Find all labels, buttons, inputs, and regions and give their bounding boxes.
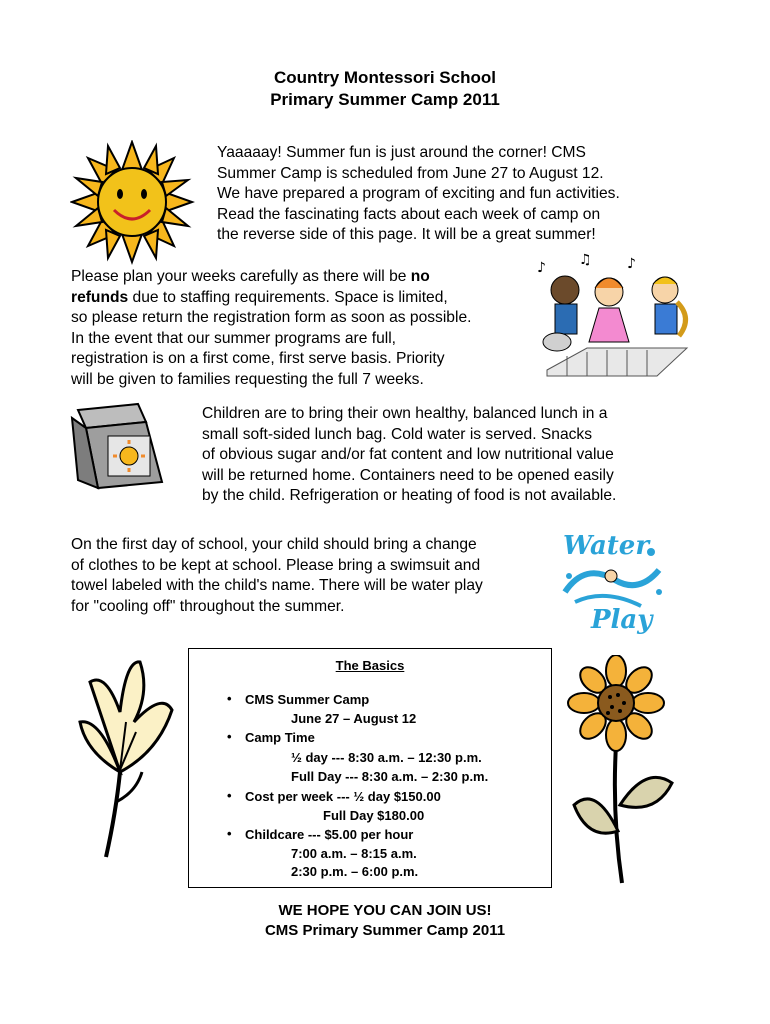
intro-line: the reverse side of this page. It will be a great summer! bbox=[217, 226, 596, 244]
planning-bold-refunds: refunds bbox=[71, 288, 129, 306]
basics-camp-label: CMS Summer Camp bbox=[245, 692, 370, 707]
basics-childcare-pm: 2:30 p.m. – 6:00 p.m. bbox=[291, 864, 419, 879]
lunch-line: of obvious sugar and/or fat content and low nutritional value bbox=[202, 446, 614, 464]
sun-clipart bbox=[70, 140, 195, 265]
kids-music-clipart bbox=[527, 252, 702, 382]
planning-bold-no: no bbox=[410, 268, 430, 285]
lunch-line: small soft-sided lunch bag. Cold water is served. Snacks bbox=[202, 425, 593, 443]
intro-paragraph bbox=[217, 143, 620, 246]
planning-line: will be given to families requesting the full 7 weeks. bbox=[71, 370, 424, 388]
footer-join-us: WE HOPE YOU CAN JOIN US! bbox=[278, 902, 492, 919]
intro-line: Yaaaaay! Summer fun is just around the corner! CMS bbox=[217, 144, 586, 161]
bullet: • bbox=[227, 691, 232, 706]
bullet: • bbox=[227, 729, 232, 744]
page-title: Country Montessori School bbox=[274, 68, 496, 87]
planning-text: due to staffing requirements. Space is limited, bbox=[128, 288, 448, 306]
lunch-line: by the child. Refrigeration or heating of food is not available. bbox=[202, 487, 617, 505]
basics-box bbox=[188, 648, 552, 888]
planning-line: In the event that our summer programs are full, bbox=[71, 329, 397, 347]
basics-childcare-am: 7:00 a.m. – 8:15 a.m. bbox=[291, 846, 417, 861]
sunflower-clipart bbox=[566, 655, 678, 887]
intro-line: Summer Camp is scheduled from June 27 to August 12. bbox=[217, 164, 604, 182]
clothes-line: towel labeled with the child's name. There will be water play bbox=[71, 577, 483, 595]
basics-half-day: ½ day --- 8:30 a.m. – 12:30 p.m. bbox=[291, 750, 482, 765]
svg-text:♪: ♪ bbox=[537, 260, 546, 276]
water-play-logo bbox=[555, 522, 670, 637]
svg-text:♪: ♪ bbox=[627, 256, 636, 272]
bullet: • bbox=[227, 788, 232, 803]
lunch-paragraph bbox=[202, 404, 616, 507]
basics-cost-label: Cost per week --- ½ day $150.00 bbox=[245, 789, 441, 804]
basics-childcare-label: Childcare --- $5.00 per hour bbox=[245, 827, 414, 842]
bullet: • bbox=[227, 826, 232, 841]
planning-line: so please return the registration form as soon as possible. bbox=[71, 309, 472, 327]
clothes-paragraph bbox=[71, 535, 483, 617]
lunch-line: Children are to bring their own healthy, balanced lunch in a bbox=[202, 405, 608, 422]
clothes-line: of clothes to be kept at school. Please bring a swimsuit and bbox=[71, 556, 481, 574]
basics-title: The Basics bbox=[335, 658, 405, 673]
lily-flower-clipart bbox=[76, 652, 176, 862]
intro-line: Read the fascinating facts about each week of camp on bbox=[217, 205, 601, 223]
basics-camp-dates: June 27 – August 12 bbox=[291, 711, 417, 726]
planning-paragraph bbox=[71, 267, 471, 391]
intro-line: We have prepared a program of exciting and fun activities. bbox=[217, 185, 620, 203]
clothes-line: for "cooling off" throughout the summer. bbox=[71, 597, 345, 615]
footer-camp-name: CMS Primary Summer Camp 2011 bbox=[264, 922, 506, 939]
basics-full-day: Full Day --- 8:30 a.m. – 2:30 p.m. bbox=[291, 769, 489, 784]
lunch-line: will be returned home. Containers need to be opened easily bbox=[202, 466, 614, 484]
planning-line: registration is on a first come, first serve basis. Priority bbox=[71, 350, 445, 368]
basics-time-label: Camp Time bbox=[245, 730, 315, 745]
planning-text: Please plan your weeks carefully as there will be bbox=[71, 268, 411, 285]
svg-text:♫: ♫ bbox=[579, 252, 592, 268]
page-subtitle: Primary Summer Camp 2011 bbox=[270, 90, 500, 109]
water-word: Water bbox=[563, 531, 650, 561]
lunch-bag-clipart bbox=[68, 398, 168, 490]
clothes-line: On the first day of school, your child should bring a change bbox=[71, 536, 477, 553]
basics-cost-full: Full Day $180.00 bbox=[323, 808, 425, 823]
play-word: Play bbox=[591, 605, 653, 635]
